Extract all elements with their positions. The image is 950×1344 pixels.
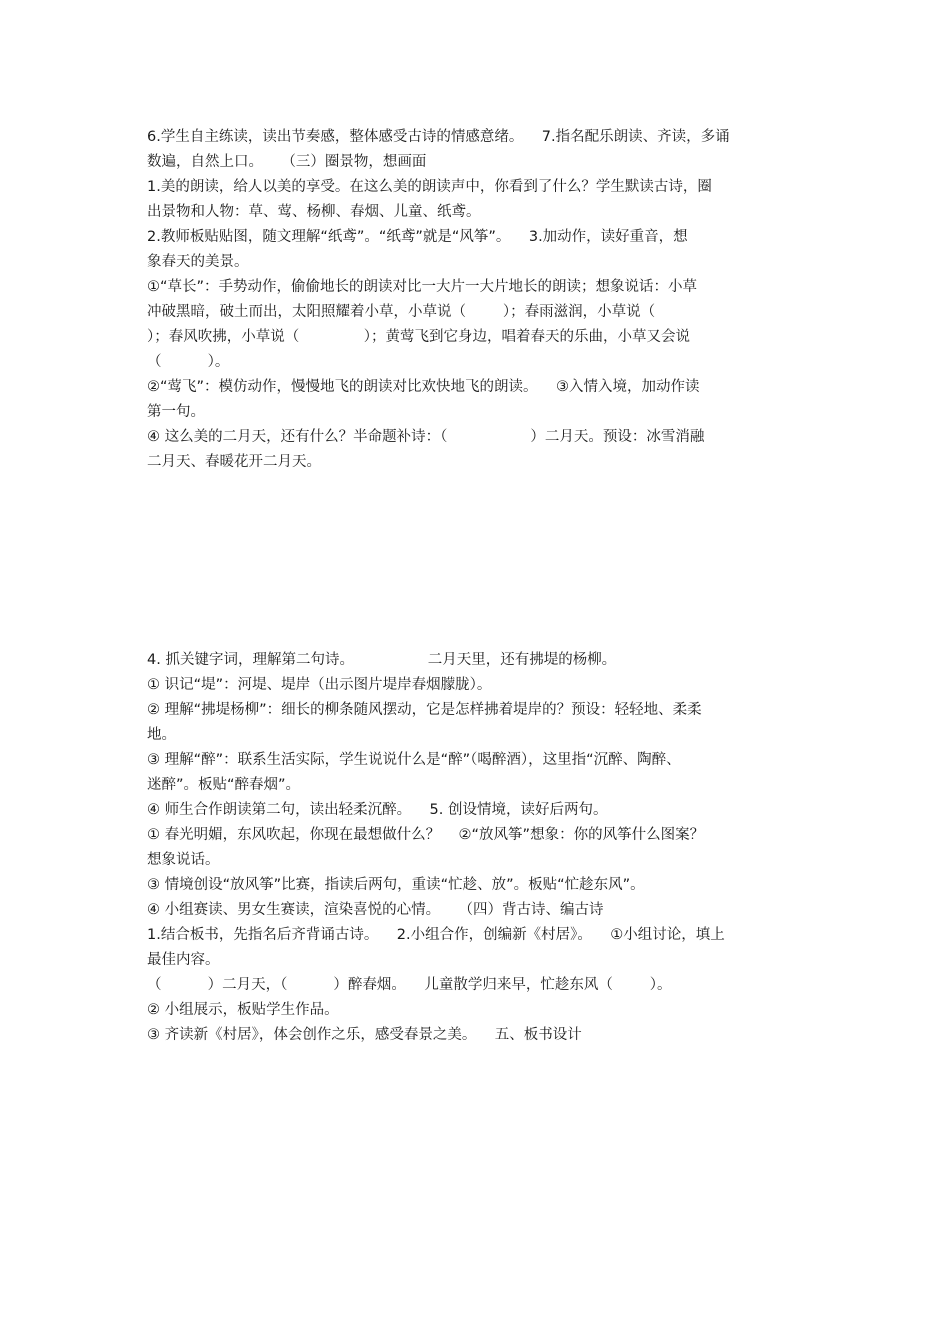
text-line: 6.学生自主练读，读出节奏感，整体感受古诗的情感意绪。 7.指名配乐朗读、齐读，多诵 (147, 129, 730, 145)
text-line: 象春天的美景。 (147, 254, 249, 270)
text-line: ② 小组展示，板贴学生作品。 (147, 1002, 339, 1018)
text-line: ②“莺飞”：模仿动作，慢慢地飞的朗读对比欢快地飞的朗读。 ③入情入境，加动作读 (147, 379, 700, 395)
text-line: ③ 理解“醉”：联系生活实际，学生说说什么是“醉”（喝醉酒），这里指“沉醉、陶醉、 (147, 752, 681, 768)
lesson-section-reading (147, 125, 823, 475)
text-line: ④ 师生合作朗读第二句，读出轻柔沉醉。 5. 创设情境，读好后两句。 (147, 802, 608, 818)
text-line: 想象说话。 (147, 852, 220, 868)
text-line: 地。 (147, 727, 176, 743)
text-line: ② 理解“拂堤杨柳”：细长的柳条随风摆动，它是怎样拂着堤岸的？预设：轻轻地、柔柔 (147, 702, 702, 718)
text-line: ③ 齐读新《村居》，体会创作之乐，感受春景之美。 五、板书设计 (147, 1027, 582, 1043)
text-line: 1.结合板书，先指名后齐背诵古诗。 2.小组合作，创编新《村居》。 ①小组讨论，填上 (147, 927, 725, 943)
text-line: 第一句。 (147, 404, 205, 420)
text-line: ）；春风吹拂，小草说（ ）；黄莺飞到它身边，唱着春天的乐曲，小草又会说 (147, 329, 691, 345)
text-line: ① 识记“堤”：河堤、堤岸（出示图片堤岸春烟朦胧）。 (147, 677, 492, 693)
text-line: 数遍，自然上口。 （三）圈景物，想画面 (147, 154, 427, 170)
text-line: 迷醉”。板贴“醉春烟”。 (147, 777, 301, 793)
text-line: （ ）二月天，（ ）醉春烟。 儿童散学归来早，忙趁东风（ ）。 (147, 977, 672, 993)
text-line: ③ 情境创设“放风筝”比赛，指读后两句，重读“忙趁、放”。板贴“忙趁东风”。 (147, 877, 645, 893)
text-line: ① 春光明媚，东风吹起，你现在最想做什么？ ②“放风筝”想象：你的风筝什么图案？ (147, 827, 705, 843)
text-line: ④ 这么美的二月天，还有什么？半命题补诗：（ ）二月天。预设：冰雪消融 (147, 429, 705, 445)
text-line: 4. 抓关键字词，理解第二句诗。 二月天里，还有拂堤的杨柳。 (147, 652, 617, 668)
text-line: （ ）。 (147, 354, 230, 370)
text-line: 2.教师板贴贴图，随文理解“纸鸢”。“纸鸢”就是“风筝”。 3.加动作，读好重音，想 (147, 229, 688, 245)
text-line: ①“草长”：手势动作，偷偷地长的朗读对比一大片一大片地长的朗读；想象说话：小草 (147, 279, 698, 295)
text-line: 1.美的朗读，给人以美的享受。在这么美的朗读声中，你看到了什么？学生默读古诗，圈 (147, 179, 712, 195)
text-line: 最佳内容。 (147, 952, 220, 968)
text-line: 二月天、春暖花开二月天。 (147, 454, 321, 470)
text-line: 冲破黑暗，破土而出，太阳照耀着小草，小草说（ ）；春雨滋润，小草说（ (147, 304, 656, 320)
text-line: ④ 小组赛读、男女生赛读，渲染喜悦的心情。 （四）背古诗、编古诗 (147, 902, 604, 918)
lesson-section-keywords (147, 648, 823, 1048)
text-line: 出景物和人物：草、莺、杨柳、春烟、儿童、纸鸢。 (147, 204, 481, 220)
